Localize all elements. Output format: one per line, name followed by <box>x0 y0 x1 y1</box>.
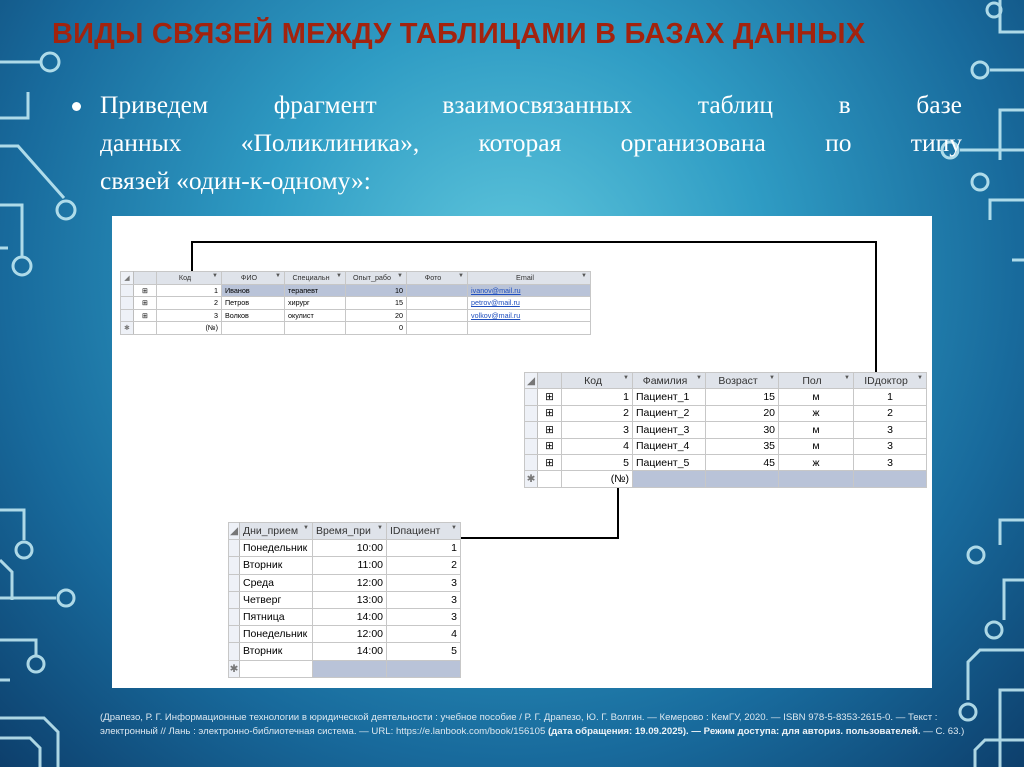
cell-spec[interactable]: хирург <box>285 297 346 310</box>
table-header-row <box>525 373 927 389</box>
dropdown-icon: ▼ <box>458 273 464 280</box>
column-header-kod[interactable]: Код ▼ <box>562 373 633 389</box>
citation-access-mode: — Режим доступа: для авториз. пользователей. <box>688 725 921 737</box>
cell-kod[interactable]: 2 <box>562 405 633 421</box>
cell-time[interactable]: 12:00 <box>313 626 387 643</box>
patients-table <box>524 372 927 488</box>
paragraph-line: данных «Поликлиника», которая организована по типу <box>100 128 962 157</box>
cell-idp[interactable]: 2 <box>387 557 461 574</box>
table-header-row <box>229 523 461 540</box>
cell-iddoc[interactable]: 3 <box>854 422 927 438</box>
column-header-fio[interactable]: ФИО ▼ <box>222 272 285 285</box>
cell-idp[interactable]: 1 <box>387 540 461 557</box>
expand-icon[interactable]: ⊞ <box>538 438 562 454</box>
cell-day[interactable]: Пятница <box>240 608 313 625</box>
cell-time[interactable]: 11:00 <box>313 557 387 574</box>
cell-iddoc[interactable]: 2 <box>854 405 927 421</box>
cell-idp[interactable]: 5 <box>387 643 461 660</box>
cell-email[interactable] <box>468 322 591 335</box>
cell-day[interactable]: Понедельник <box>240 540 313 557</box>
cell-idp[interactable]: 4 <box>387 626 461 643</box>
cell-age[interactable]: 15 <box>706 389 779 405</box>
cell-idp[interactable]: 3 <box>387 591 461 608</box>
cell-time[interactable]: 10:00 <box>313 540 387 557</box>
table-row[interactable] <box>121 309 591 322</box>
column-header-time[interactable]: Время_при ▼ <box>313 523 387 540</box>
table-row[interactable] <box>229 643 461 660</box>
cell-iddoc[interactable]: 3 <box>854 454 927 470</box>
cell-time[interactable] <box>313 660 387 677</box>
cell-age[interactable]: 45 <box>706 454 779 470</box>
row-selector[interactable] <box>121 297 134 310</box>
column-header-sex[interactable]: Пол ▼ <box>779 373 854 389</box>
cell-day[interactable]: Четверг <box>240 591 313 608</box>
table-row[interactable] <box>525 438 927 454</box>
new-record-row[interactable] <box>121 322 591 335</box>
cell-sex[interactable]: м <box>779 389 854 405</box>
select-all-corner[interactable]: ◢ <box>229 523 240 540</box>
cell-email[interactable] <box>468 309 591 322</box>
cell-sex[interactable] <box>779 471 854 487</box>
column-header-spec[interactable]: Специальн ▼ <box>285 272 346 285</box>
expand-icon[interactable]: ⊞ <box>538 405 562 421</box>
cell-exp[interactable]: 10 <box>346 284 407 297</box>
table-row[interactable] <box>229 608 461 625</box>
row-selector[interactable] <box>229 540 240 557</box>
cell-kod[interactable]: (№) <box>157 322 222 335</box>
cell-photo[interactable] <box>407 284 468 297</box>
cell-kod[interactable]: 1 <box>562 389 633 405</box>
row-selector[interactable] <box>525 405 538 421</box>
dropdown-icon: ▼ <box>769 374 775 381</box>
cell-spec[interactable] <box>285 322 346 335</box>
cell-age[interactable]: 20 <box>706 405 779 421</box>
row-selector[interactable] <box>229 608 240 625</box>
cell-sex[interactable]: м <box>779 422 854 438</box>
cell-expand <box>134 322 157 335</box>
dropdown-icon: ▼ <box>336 273 342 280</box>
cell-age[interactable]: 30 <box>706 422 779 438</box>
cell-age[interactable] <box>706 471 779 487</box>
row-selector[interactable] <box>121 309 134 322</box>
expand-icon[interactable]: ⊞ <box>134 284 157 297</box>
new-record-icon[interactable]: ✱ <box>525 471 538 487</box>
cell-photo[interactable] <box>407 309 468 322</box>
dropdown-icon: ▼ <box>212 273 218 280</box>
source-citation <box>100 711 980 738</box>
doctors-table <box>120 271 591 335</box>
table-row[interactable] <box>229 626 461 643</box>
table-row[interactable] <box>525 422 927 438</box>
column-header-photo[interactable]: Фото ▼ <box>407 272 468 285</box>
new-record-row[interactable] <box>525 471 927 487</box>
row-selector[interactable] <box>229 626 240 643</box>
cell-idp[interactable] <box>387 660 461 677</box>
cell-photo[interactable] <box>407 297 468 310</box>
column-header-idp[interactable]: IDпациент ▼ <box>387 523 461 540</box>
dropdown-icon: ▼ <box>377 525 383 532</box>
cell-spec[interactable]: терапевт <box>285 284 346 297</box>
cell-fam[interactable]: Пациент_3 <box>633 422 706 438</box>
cell-photo[interactable] <box>407 322 468 335</box>
column-header-exp[interactable]: Опыт_рабо ▼ <box>346 272 407 285</box>
dropdown-icon: ▼ <box>696 374 702 381</box>
cell-idp[interactable]: 3 <box>387 608 461 625</box>
dropdown-icon: ▼ <box>397 273 403 280</box>
dropdown-icon: ▼ <box>917 374 923 381</box>
cell-spec[interactable]: окулист <box>285 309 346 322</box>
cell-kod[interactable]: 3 <box>562 422 633 438</box>
table-row[interactable] <box>525 389 927 405</box>
cell-day[interactable]: Вторник <box>240 643 313 660</box>
cell-kod[interactable]: (№) <box>562 471 633 487</box>
row-selector[interactable] <box>229 643 240 660</box>
citation-page: — С. 63.) <box>920 725 965 737</box>
cell-fio[interactable] <box>222 322 285 335</box>
expand-icon[interactable]: ⊞ <box>538 389 562 405</box>
new-record-row[interactable] <box>229 660 461 677</box>
select-all-corner[interactable]: ◢ <box>525 373 538 389</box>
dropdown-icon: ▼ <box>581 273 587 280</box>
intro-paragraph <box>100 86 962 200</box>
row-selector[interactable] <box>525 389 538 405</box>
cell-iddoc[interactable] <box>854 471 927 487</box>
row-selector[interactable] <box>229 574 240 591</box>
table-row[interactable] <box>229 574 461 591</box>
column-header-iddoc[interactable]: IDдоктор ▼ <box>854 373 927 389</box>
cell-fam[interactable]: Пациент_2 <box>633 405 706 421</box>
table-row[interactable] <box>229 591 461 608</box>
cell-exp[interactable]: 15 <box>346 297 407 310</box>
cell-kod[interactable]: 5 <box>562 454 633 470</box>
row-selector[interactable] <box>121 284 134 297</box>
expand-icon[interactable]: ⊞ <box>134 309 157 322</box>
cell-iddoc[interactable]: 1 <box>854 389 927 405</box>
cell-day[interactable]: Вторник <box>240 557 313 574</box>
cell-time[interactable]: 14:00 <box>313 643 387 660</box>
cell-day[interactable]: Среда <box>240 574 313 591</box>
new-record-icon[interactable]: ✱ <box>229 660 240 677</box>
column-header-kod[interactable]: Код ▼ <box>157 272 222 285</box>
expand-icon[interactable]: ⊞ <box>134 297 157 310</box>
row-selector[interactable] <box>229 557 240 574</box>
paragraph-line: связей «один-к-одному»: <box>100 166 371 195</box>
slide-title: ВИДЫ СВЯЗЕЙ МЕЖДУ ТАБЛИЦАМИ В БАЗАХ ДАННЫХ <box>52 18 866 50</box>
select-all-corner[interactable]: ◢ <box>121 272 134 285</box>
cell-time[interactable]: 14:00 <box>313 608 387 625</box>
column-header-age[interactable]: Возраст ▼ <box>706 373 779 389</box>
row-selector[interactable] <box>525 454 538 470</box>
citation-text: (Драпезо, Р. Г. Информационные технологии в юридической деятельности : учебное пособие / Р. Г. Драпезо, Ю. Г. Волгин. — Кемерово : КемГУ, 2020. — ISBN 978-5-8353-2615-0. — Текст : электронный // Лань : электронно-библиотечная система. — URL: https://e.lanbook.com/book/156105 <box>100 712 938 737</box>
expand-icon[interactable]: ⊞ <box>538 454 562 470</box>
cell-expand <box>538 471 562 487</box>
expand-icon[interactable]: ⊞ <box>538 422 562 438</box>
table-row[interactable] <box>229 540 461 557</box>
table-row[interactable] <box>121 297 591 310</box>
new-record-icon[interactable]: ✱ <box>121 322 134 335</box>
paragraph-line: Приведем фрагмент взаимосвязанных таблиц в базе <box>100 90 962 119</box>
dropdown-icon: ▼ <box>844 374 850 381</box>
cell-age[interactable]: 35 <box>706 438 779 454</box>
cell-day[interactable] <box>240 660 313 677</box>
cell-fio[interactable]: Иванов <box>222 284 285 297</box>
cell-kod[interactable]: 4 <box>562 438 633 454</box>
email-link[interactable]: petrov@mail.ru <box>471 298 520 308</box>
cell-day[interactable]: Понедельник <box>240 626 313 643</box>
column-header-email[interactable]: Email ▼ <box>468 272 591 285</box>
cell-email[interactable] <box>468 297 591 310</box>
dropdown-icon: ▼ <box>303 525 309 532</box>
cell-fam[interactable]: Пациент_5 <box>633 454 706 470</box>
citation-access-date: (дата обращения: 19.09.2025). <box>547 725 689 737</box>
cell-email[interactable] <box>468 284 591 297</box>
row-selector[interactable] <box>525 438 538 454</box>
cell-time[interactable]: 13:00 <box>313 591 387 608</box>
cell-sex[interactable]: ж <box>779 454 854 470</box>
row-selector[interactable] <box>229 591 240 608</box>
cell-fio[interactable]: Волков <box>222 309 285 322</box>
table-row[interactable] <box>525 454 927 470</box>
cell-fam[interactable]: Пациент_1 <box>633 389 706 405</box>
email-link[interactable]: volkov@mail.ru <box>471 310 521 320</box>
table-row[interactable] <box>525 405 927 421</box>
bullet-icon <box>72 102 81 111</box>
cell-iddoc[interactable]: 3 <box>854 438 927 454</box>
cell-kod[interactable]: 1 <box>157 284 222 297</box>
table-row[interactable] <box>229 557 461 574</box>
cell-exp[interactable]: 0 <box>346 322 407 335</box>
cell-kod[interactable]: 2 <box>157 297 222 310</box>
schedule-table <box>228 522 461 678</box>
cell-fam[interactable]: Пациент_4 <box>633 438 706 454</box>
expand-column-header <box>538 373 562 389</box>
cell-fio[interactable]: Петров <box>222 297 285 310</box>
column-header-day[interactable]: Дни_прием ▼ <box>240 523 313 540</box>
table-row[interactable] <box>121 284 591 297</box>
cell-idp[interactable]: 3 <box>387 574 461 591</box>
dropdown-icon: ▼ <box>451 525 457 532</box>
expand-column-header <box>134 272 157 285</box>
cell-kod[interactable]: 3 <box>157 309 222 322</box>
dropdown-icon: ▼ <box>623 374 629 381</box>
row-selector[interactable] <box>525 422 538 438</box>
email-link[interactable]: ivanov@mail.ru <box>471 285 521 295</box>
cell-exp[interactable]: 20 <box>346 309 407 322</box>
cell-sex[interactable]: м <box>779 438 854 454</box>
cell-sex[interactable]: ж <box>779 405 854 421</box>
column-header-fam[interactable]: Фамилия ▼ <box>633 373 706 389</box>
cell-fam[interactable] <box>633 471 706 487</box>
dropdown-icon: ▼ <box>275 273 281 280</box>
cell-time[interactable]: 12:00 <box>313 574 387 591</box>
table-header-row <box>121 272 591 285</box>
